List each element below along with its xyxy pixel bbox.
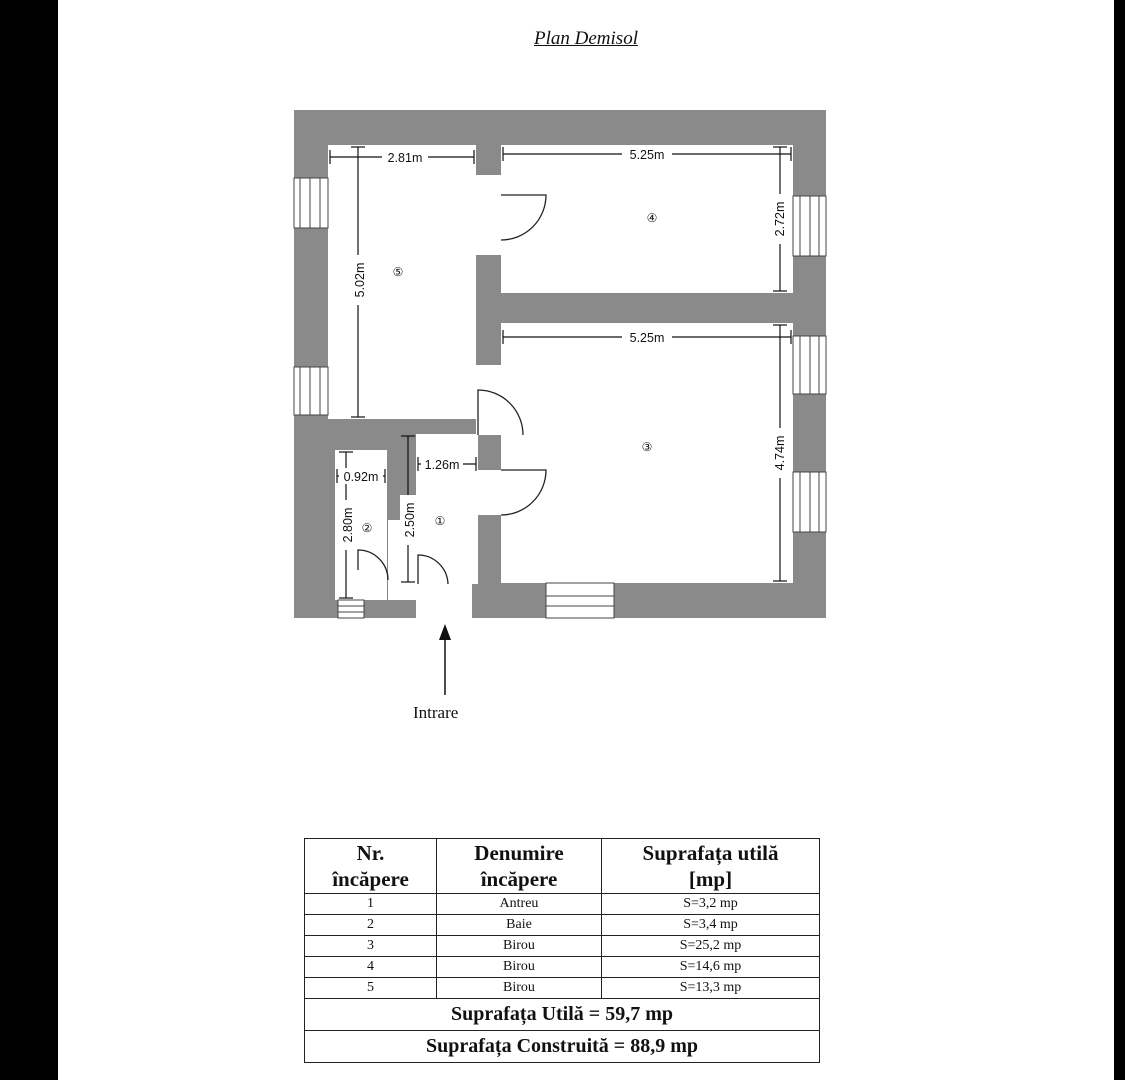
doorway-5 xyxy=(476,365,501,435)
dim-room1-width: 1.26m xyxy=(424,458,460,472)
dim-room1-length: 2.50m xyxy=(403,502,417,538)
dim-room2-width: 0.92m xyxy=(343,470,379,484)
entrance-arrow xyxy=(439,624,451,695)
room-marker-1: ① xyxy=(434,514,446,528)
header-area: Suprafața utilă [mp] xyxy=(602,839,820,894)
dim-room5-length: 5.02m xyxy=(353,262,367,298)
cell-nr: 2 xyxy=(305,915,437,936)
cell-area: S=25,2 mp xyxy=(602,936,820,957)
entrance-opening xyxy=(416,584,472,618)
room-marker-3: ③ xyxy=(641,440,653,454)
cell-nr: 1 xyxy=(305,894,437,915)
dim-room4-length: 2.72m xyxy=(773,201,787,237)
entrance-label: Intrare xyxy=(413,703,459,722)
table-row xyxy=(305,915,820,936)
cell-nr: 4 xyxy=(305,957,437,978)
total-construit: Suprafața Construită = 88,9 mp xyxy=(305,1031,820,1063)
cell-name: Baie xyxy=(437,915,602,936)
cell-area: S=3,2 mp xyxy=(602,894,820,915)
plan-title: Plan Demisol xyxy=(534,28,638,49)
dim-room5-width: 2.81m xyxy=(387,151,423,165)
table-row xyxy=(305,957,820,978)
cell-nr: 5 xyxy=(305,978,437,999)
cell-area: S=3,4 mp xyxy=(602,915,820,936)
floor-plan xyxy=(58,0,1114,840)
room-marker-4: ④ xyxy=(646,211,658,225)
cell-name: Birou xyxy=(437,978,602,999)
dim-room2-length: 2.80m xyxy=(341,507,355,543)
header-nr: Nr. încăpere xyxy=(305,839,437,894)
table-row xyxy=(305,936,820,957)
total-construit-row xyxy=(305,1031,820,1063)
header-name: Denumire încăpere xyxy=(437,839,602,894)
table-row xyxy=(305,978,820,999)
cell-area: S=14,6 mp xyxy=(602,957,820,978)
doorway-3 xyxy=(476,470,501,515)
room-marker-5: ⑤ xyxy=(392,265,404,279)
doorway-4 xyxy=(476,175,501,255)
cell-name: Birou xyxy=(437,936,602,957)
total-util: Suprafața Utilă = 59,7 mp xyxy=(305,999,820,1031)
rooms-table xyxy=(304,838,820,1063)
dim-room3-width: 5.25m xyxy=(629,331,665,345)
table-row xyxy=(305,894,820,915)
total-util-row xyxy=(305,999,820,1031)
cell-area: S=13,3 mp xyxy=(602,978,820,999)
cell-name: Antreu xyxy=(437,894,602,915)
dim-room4-width: 5.25m xyxy=(629,148,665,162)
room-marker-2: ② xyxy=(361,521,373,535)
cell-name: Birou xyxy=(437,957,602,978)
dim-room3-length: 4.74m xyxy=(773,435,787,471)
cell-nr: 3 xyxy=(305,936,437,957)
table-header-row xyxy=(305,839,820,894)
document-page xyxy=(58,0,1114,1080)
